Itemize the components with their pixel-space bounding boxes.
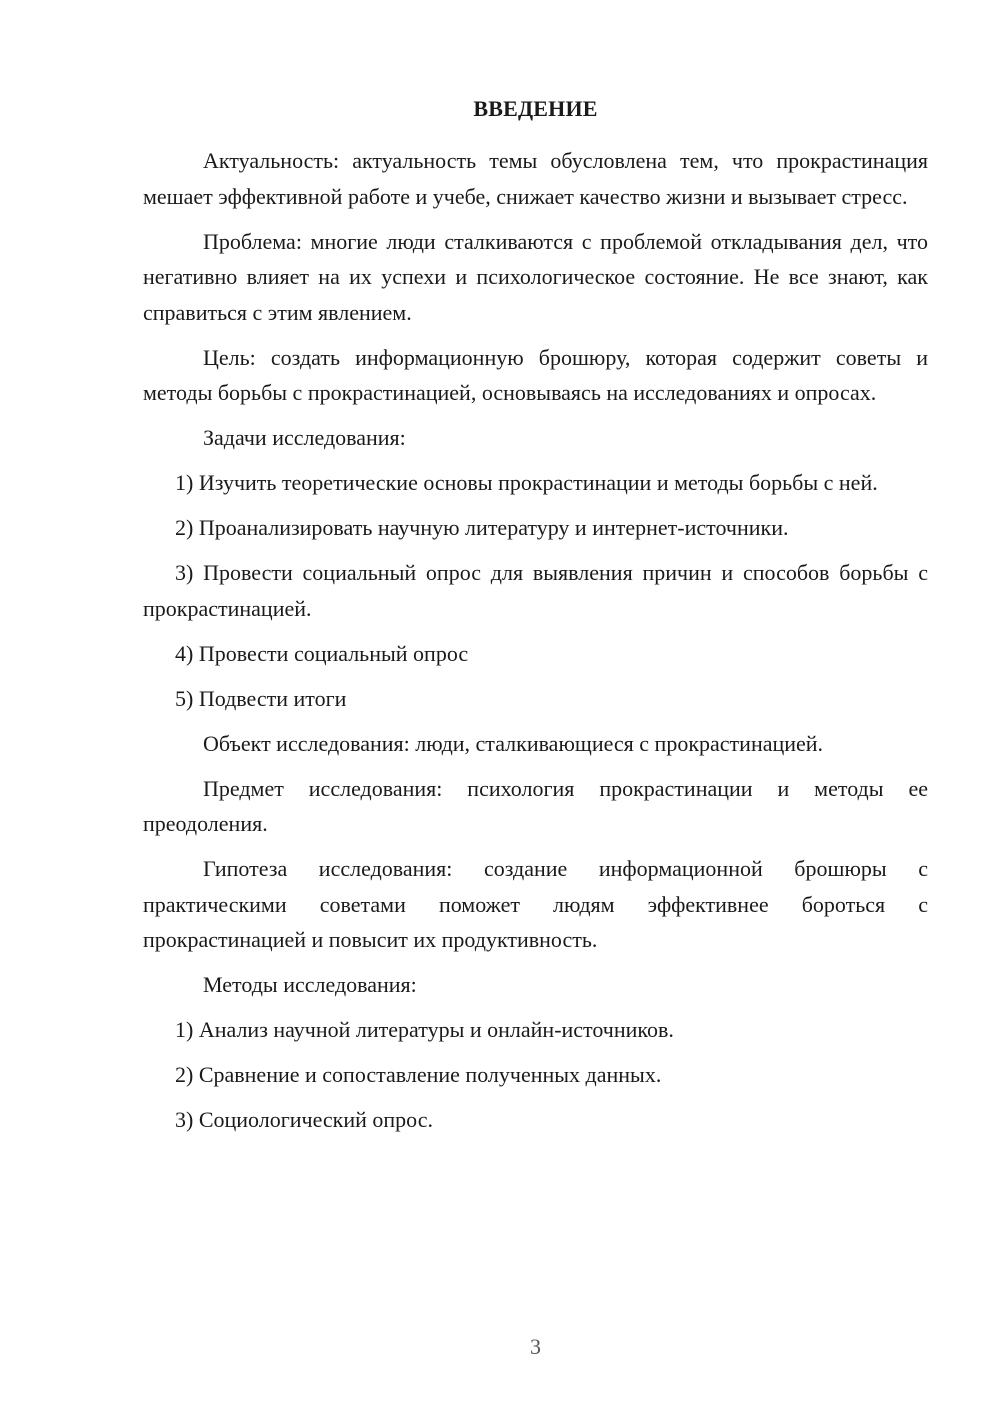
task-item-5: 5) Подвести итоги (175, 685, 347, 711)
method-item-1: 1) Анализ научной литературы и онлайн-источников. (175, 1017, 674, 1042)
document-body (143, 143, 928, 1147)
paragraph-relevance: Актуальность: актуальность темы обусловлена тем, что прокрастинация мешает эффективной работе и учебе, снижает качество жизни и вызывает стресс. (143, 148, 928, 209)
paragraph-hypothesis: Гипотеза исследования: создание информационной брошюры с практическими советами поможет людям эффективнее бороться с прокрастинацией и повысит их продуктивность. (143, 856, 928, 952)
document-page (143, 0, 928, 1414)
paragraph-subject: Предмет исследования: психология прокрастинации и методы ее преодоления. (143, 775, 928, 836)
paragraph-tasks-heading: Задачи исследования: (203, 425, 406, 450)
page-title: ВВЕДЕНИЕ (473, 96, 598, 121)
paragraph-problem: Проблема: многие люди сталкиваются с проблемой откладывания дел, что негативно влияет на их успехи и психологическое состояние. Не все знают, как справиться с этим явлением. (143, 228, 928, 325)
method-item-3: 3) Социологический опрос. (175, 1107, 433, 1132)
paragraph-object: Объект исследования: люди, сталкивающиеся с прокрастинацией. (203, 730, 824, 756)
task-item-1: 1) Изучить теоретические основы прокрастинации и методы борьбы с ней. (175, 470, 878, 495)
task-item-2: 2) Проанализировать научную литературу и интернет-источники. (175, 515, 789, 540)
paragraph-methods-heading: Методы исследования: (203, 972, 417, 997)
page-number: 3 (530, 1334, 541, 1359)
method-item-2: 2) Сравнение и сопоставление полученных данных. (175, 1062, 662, 1087)
task-item-3: 3) Провести социальный опрос для выявления причин и способов борьбы с прокрастинацией. (143, 560, 928, 621)
task-item-4: 4) Провести социальный опрос (175, 640, 469, 666)
paragraph-goal: Цель: создать информационную брошюру, которая содержит советы и методы борьбы с прокрастинацией, основываясь на исследованиях и опросах. (143, 344, 928, 405)
